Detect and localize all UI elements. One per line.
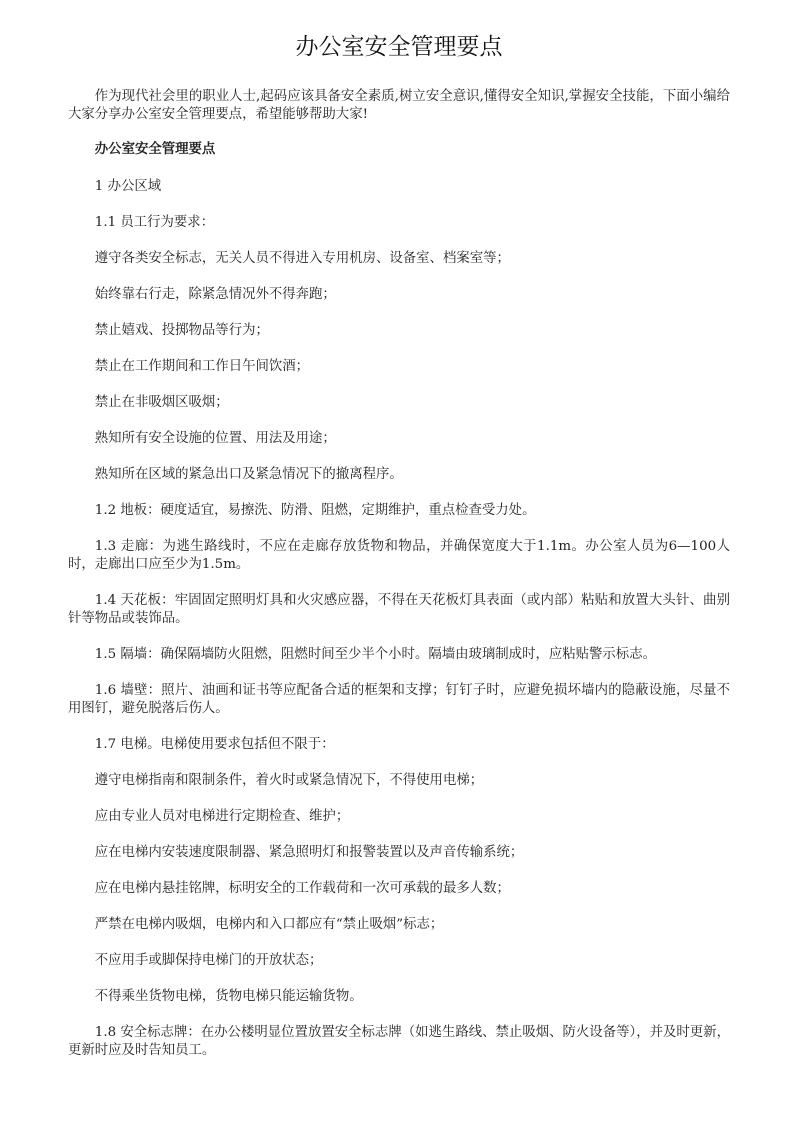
body-paragraph: 禁止在非吸烟区吸烟； (94, 395, 229, 410)
body-paragraph: 1.1 员工行为要求： (94, 215, 215, 230)
body-paragraphs (68, 178, 730, 1060)
body-paragraph: 应由专业人员对电梯进行定期检查、维护； (94, 809, 350, 824)
body-paragraph: 遵守电梯指南和限制条件，着火时或紧急情况下，不得使用电梯； (94, 773, 484, 788)
body-paragraph: 1.4 天花板：牢固固定照明灯具和火灾感应器，不得在天花板灯具表面（或内部）粘贴和放置大头针、曲别针等物品或装饰品。 (68, 593, 730, 626)
body-paragraph: 不应用手或脚保持电梯门的开放状态； (94, 953, 323, 968)
body-paragraph: 遵守各类安全标志，无关人员不得进入专用机房、设备室、档案室等； (94, 251, 510, 266)
body-paragraph: 熟知所在区域的紧急出口及紧急情况下的撤离程序。 (94, 467, 403, 482)
body-paragraph: 1.5 隔墙：确保隔墙防火阻燃，阻燃时间至少半个小时。隔墙由玻璃制成时，应粘贴警示标志。 (94, 647, 656, 662)
body-paragraph: 禁止嬉戏、投掷物品等行为； (94, 323, 269, 338)
body-paragraph: 应在电梯内悬挂铭牌，标明安全的工作载荷和一次可承载的最多人数； (94, 881, 510, 896)
document-title: 办公室安全管理要点 (295, 34, 503, 60)
body-paragraph: 始终靠右行走，除紧急情况外不得奔跑； (94, 287, 336, 302)
section-heading: 办公室安全管理要点 (94, 141, 216, 157)
body-paragraph: 应在电梯内安装速度限制器、紧急照明灯和报警装置以及声音传输系统； (94, 845, 524, 860)
body-paragraph: 1.8 安全标志牌：在办公楼明显位置放置安全标志牌（如逃生路线、禁止吸烟、防火设备等），并及时更新，更新时应及时告知员工。 (68, 1025, 730, 1058)
document-page (68, 30, 730, 1078)
body-paragraph: 1.7 电梯。电梯使用要求包括但不限于： (94, 737, 335, 752)
body-paragraph: 1 办公区域 (94, 179, 162, 194)
body-paragraph: 1.2 地板：硬度适宜，易擦洗、防滑、阻燃，定期维护，重点检查受力处。 (94, 503, 536, 518)
intro-paragraph: 作为现代社会里的职业人士,起码应该具备安全素质,树立安全意识,懂得安全知识,掌握安全技能，下面小编给大家分享办公室安全管理要点，希望能够帮助大家! (68, 89, 730, 122)
body-paragraph: 1.3 走廊：为逃生路线时，不应在走廊存放货物和物品，并确保宽度大于1.1m。办公室人员为6—100人时，走廊出口应至少为1.5m。 (68, 539, 730, 572)
body-paragraph: 1.6 墙壁：照片、油画和证书等应配备合适的框架和支撑；钉钉子时，应避免损坏墙内的隐蔽设施，尽量不用图钉，避免脱落后伤人。 (68, 683, 730, 716)
body-paragraph: 不得乘坐货物电梯，货物电梯只能运输货物。 (94, 989, 363, 1004)
body-paragraph: 熟知所有安全设施的位置、用法及用途； (94, 431, 336, 446)
body-paragraph: 严禁在电梯内吸烟，电梯内和入口都应有“禁止吸烟”标志； (94, 917, 444, 932)
body-paragraph: 禁止在工作期间和工作日午间饮酒； (94, 359, 310, 374)
